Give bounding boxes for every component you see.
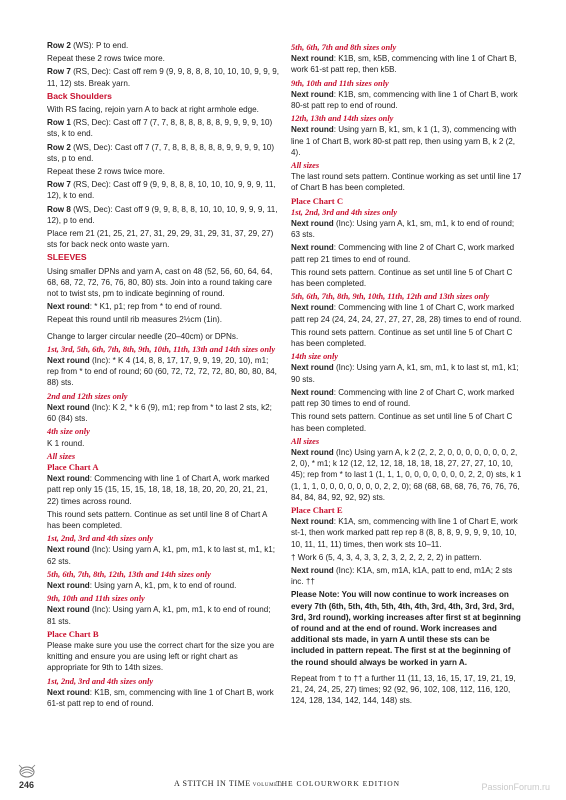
chart-b-all-body: [291, 171, 523, 193]
instruction-label: Next round: [291, 363, 334, 373]
instruction-line: [291, 302, 523, 324]
instruction-label: Next round: [291, 387, 334, 397]
instruction-line: [47, 301, 279, 312]
instruction-text: (WS): P to end.: [70, 41, 129, 50]
instruction-text: (Inc): Using yarn A, k1, sm, m1, k to last st, m1, k1; 90 sts.: [291, 363, 519, 384]
instruction-line: [291, 411, 523, 433]
instruction-line: [47, 228, 279, 250]
instruction-line: [291, 218, 523, 240]
instruction-label: Next round: [47, 545, 90, 555]
instruction-label: Next round: [47, 687, 90, 697]
instruction-line: [47, 204, 279, 226]
instruction-text: This round sets pattern. Continue as set until line 8 of Chart A has been completed.: [47, 509, 268, 530]
instruction-text: : * K1, p1; rep from * to end of round.: [89, 302, 222, 312]
chart-c-size-heading-2: 5th, 6th, 7th, 8th, 9th, 10th, 11th, 12th and 13th sizes only: [291, 292, 490, 302]
chart-c-size-body-1: [291, 218, 523, 289]
sleeves-size-body-1: [47, 355, 279, 389]
instruction-text: The last round sets pattern. Continue working as set until line 17 of Chart B has been completed.: [291, 172, 522, 193]
back-shoulders-heading: Back Shoulders: [47, 90, 112, 101]
instruction-text: (WS, Dec): Cast off 7 (7, 7, 8, 8, 8, 8, 8, 8, 9, 9, 9, 9, 10) sts, p to end.: [47, 142, 275, 163]
instruction-line: [47, 266, 279, 300]
instruction-text: : Commencing with line 1 of Chart A, work marked patt rep only 15 (15, 15, 15, 18, 18, 18, 18, 20, 20, 20, 21, 21, 22) times across round.: [47, 474, 270, 506]
instruction-label: Row 7: [47, 67, 71, 77]
chart-c-all-body: [291, 447, 523, 503]
instruction-line: [291, 242, 523, 264]
instruction-text: : Commencing with line 1 of Chart C, work marked patt rep 24 (24, 24, 24, 27, 27, 27, 28, 28) times to end of round.: [291, 303, 522, 324]
instruction-label: Row 1: [47, 118, 71, 128]
instruction-line: [47, 640, 279, 674]
chart-a-size-heading-1: 1st, 2nd, 3rd and 4th sizes only: [47, 534, 154, 544]
chart-a-size-body-2: [47, 580, 279, 591]
instruction-text: : K1B, sm, commencing with line 1 of Chart B, work 80-st patt rep to end of round.: [291, 89, 518, 111]
instruction-text: (Inc) Using yarn A, k 2 (2, 2, 2, 0, 0, 0, 0, 0, 0, 0, 2, 2, 0), * m1; k 12 (12, 12, 12, 18, 18, 18, 18, 27, 27, 27, 10, 10, 45); rep from * to last 1 (1, 1, 1, 0, 0, 0, 0, 0, 0, 0, 2, 2, 0) sts, k 1 (1, 1, 1, 0, 0, 0, 0, 0, 0, 0, 2, 2, 0); 68 (68, 68, 68, 76, 76, 76, 76, 84, 84, 84, 92, 92, 92) sts.: [291, 447, 522, 502]
instruction-text: (RS, Dec): Cast off 9 (9, 9, 8, 8, 8, 10, 10, 10, 9, 9, 9, 11, 12), k to end.: [47, 180, 276, 201]
chart-b-body: [47, 640, 279, 674]
instruction-line: [291, 53, 523, 75]
sleeves-size-heading-3: 4th size only: [47, 427, 90, 437]
instruction-label: Next round: [291, 54, 334, 64]
instruction-line: [47, 438, 279, 449]
sleeves-body: [47, 266, 279, 326]
instruction-text: Repeat this round until rib measures 2½cm (1in).: [47, 315, 222, 325]
instruction-line: [291, 89, 523, 111]
instruction-text: : Commencing with line 2 of Chart C, work marked patt rep 21 times to end of round.: [291, 243, 515, 264]
needle-change-note: Change to larger circular needle (20–40cm) or DPNs.: [47, 331, 239, 341]
instruction-label: Next round: [47, 605, 90, 615]
edition-label: THE COLOURWORK EDITION: [276, 779, 401, 788]
chart-b-size-body-4: [291, 124, 523, 158]
instruction-label: Next round: [47, 580, 90, 590]
chart-b-size-body-1: [47, 687, 279, 709]
chart-c-size-body-2: [291, 302, 523, 349]
sleeves-heading: SLEEVES: [47, 252, 87, 263]
instruction-text: (Inc): Using yarn A, k1, pm, m1, k to end of round; 81 sts.: [47, 605, 271, 626]
instruction-line: [47, 604, 279, 626]
instruction-line: [47, 402, 279, 424]
sleeves-size-heading-1: 1st, 3rd, 5th, 6th, 7th, 8th, 9th, 10th, 11th, 13th and 14th sizes only: [47, 344, 276, 354]
instruction-text: Using smaller DPNs and yarn A, cast on 48 (52, 56, 60, 64, 64, 68, 68, 72, 72, 76, 76, 80, 80) sts. Join into a round taking care not to twist sts, pm to indicate beginning of round.: [47, 266, 273, 299]
instruction-text: (Inc): Using yarn A, k1, sm, m1, k to end of round; 63 sts.: [291, 219, 515, 240]
instruction-label: Next round: [47, 402, 90, 412]
instruction-text: (Inc): K1A, sm, m1A, k1A, patt to end, m1A; 2 sts inc. ††: [291, 565, 513, 587]
instruction-line: [47, 687, 279, 709]
instruction-line: [47, 179, 279, 201]
back-shoulders-body: [47, 104, 279, 250]
instruction-label: Next round: [291, 565, 334, 575]
chart-b-size-heading-1: 1st, 2nd, 3rd and 4th sizes only: [47, 676, 154, 686]
instruction-label: Next round: [291, 243, 334, 253]
instruction-line: [47, 544, 279, 566]
instruction-label: Next round: [291, 303, 334, 313]
instruction-text: (Inc): Using yarn A, k1, pm, m1, k to last st, m1, k1; 62 sts.: [47, 545, 276, 566]
instruction-label: Next round: [291, 89, 334, 99]
chart-c-size-heading-3: 14th size only: [291, 352, 338, 362]
instruction-label: Row 7: [47, 180, 71, 190]
sleeves-size-heading-2: 2nd and 12th sizes only: [47, 391, 128, 401]
instruction-line: [47, 142, 279, 164]
instruction-line: [291, 516, 523, 550]
instruction-label: Row 2: [47, 142, 71, 152]
chart-a-size-body-3: [47, 604, 279, 626]
instruction-text: This round sets pattern. Continue as set until line 5 of Chart C has been completed.: [291, 327, 513, 349]
instruction-text: (RS, Dec): Cast off rem 9 (9, 9, 8, 8, 8, 10, 10, 10, 9, 9, 9, 11, 12) sts. Break yarn.: [47, 67, 279, 88]
chart-e-body: [291, 516, 523, 587]
instruction-label: Next round: [291, 219, 334, 229]
instruction-label: Row 8: [47, 204, 71, 214]
chart-a-body: [47, 473, 279, 531]
instruction-line: [47, 104, 279, 115]
instruction-text: : K1A, sm, commencing with line 1 of Chart E, work st-1, then work marked patt rep rep 8 (8, 8, 8, 9, 9, 9, 9, 10, 10, 10, 11, 11, 11) times, then work sts 10–11.: [291, 517, 518, 549]
instruction-line: [291, 267, 523, 289]
instruction-line: [47, 166, 279, 177]
instruction-line: [291, 565, 523, 587]
chart-a-heading: Place Chart A: [47, 461, 99, 472]
instruction-label: Row 2: [47, 41, 71, 50]
instruction-text: Repeat these 2 rows twice more.: [47, 167, 165, 177]
instruction-line: [291, 327, 523, 349]
left-column: [47, 40, 279, 711]
instruction-line: [47, 509, 279, 531]
chart-b-heading: Place Chart B: [47, 628, 99, 639]
instruction-line: [47, 117, 279, 139]
instruction-text: K 1 round.: [47, 438, 85, 448]
page-number: 246: [19, 780, 35, 790]
instruction-line: [47, 473, 279, 507]
chart-b-size-heading-3: 9th, 10th and 11th sizes only: [291, 78, 389, 88]
instruction-line: [291, 124, 523, 158]
right-column: [291, 42, 523, 708]
instruction-text: (WS, Dec): Cast off 9 (9, 9, 8, 8, 8, 10, 10, 10, 9, 9, 9, 11, 12), p to end.: [47, 204, 278, 225]
instruction-text: : Using yarn B, k1, sm, k 1 (1, 3), commencing with line 1 of Chart B, work 80-st patt rep, then using yarn B, k 2 (2, 4).: [291, 125, 517, 157]
instruction-text: This round sets pattern. Continue as set until line 5 of Chart C has been completed.: [291, 267, 513, 289]
publication-title: [174, 779, 283, 788]
instruction-line: [291, 387, 523, 409]
instruction-line: [47, 314, 279, 325]
instruction-text: : Commencing with line 2 of Chart C, work marked patt rep 30 times to end of round.: [291, 387, 515, 409]
instruction-line: [47, 53, 279, 64]
page-footer: [0, 764, 566, 800]
instruction-text: (Inc): * K 4 (14, 8, 8, 17, 17, 9, 9, 19, 20, 10), m1; rep from * to end of round; 60 (60, 72, 72, 72, 72, 80, 80, 80, 84, 88) sts.: [47, 356, 277, 388]
instruction-text: : K1B, sm, commencing with line 1 of Chart B, work 61-st patt rep to end of round.: [47, 687, 274, 708]
chart-a-size-heading-3: 9th, 10th and 11th sizes only: [47, 594, 145, 604]
chart-b-size-body-2: [291, 53, 523, 75]
instruction-label: Next round: [47, 302, 90, 312]
instruction-line: [47, 66, 279, 88]
chart-e-note: Please Note: You will now continue to work increases on every 7th (6th, 5th, 4th, 5th, 4th, 4th, 3rd, 4th, 3rd, 3rd, 3rd, 3rd, 3rd round), working increases after first st at beginning of round and at the end of round. Work increases and additional sts made, in yarn A until these sts can be included in pattern repeat. The first st at the beginning of the round should always be worked in yarn A.: [291, 590, 521, 667]
top-rows: [47, 40, 279, 89]
yarn-ball-logo-icon: [17, 764, 37, 778]
instruction-text: † Work 6 (5, 4, 3, 4, 3, 3, 2, 3, 2, 2, 2, 2, 2) in pattern.: [291, 552, 482, 562]
instruction-line: [47, 355, 279, 389]
instruction-line: [47, 40, 279, 51]
chart-b-all-heading: All sizes: [291, 161, 320, 171]
all-sizes-heading: All sizes: [47, 451, 76, 461]
instruction-text: (RS, Dec): Cast off 7 (7, 7, 8, 8, 8, 8, 8, 8, 9, 9, 9, 9, 10) sts, k to end.: [47, 118, 273, 139]
watermark: PassionForum.ru: [481, 782, 550, 792]
instruction-text: Repeat these 2 rows twice more.: [47, 54, 165, 64]
chart-c-all-heading: All sizes: [291, 436, 320, 446]
chart-a-size-heading-2: 5th, 6th, 7th, 8th, 12th, 13th and 14th sizes only: [47, 569, 211, 579]
instruction-label: Next round: [47, 356, 90, 366]
instruction-line: [291, 362, 523, 384]
instruction-text: : K1B, sm, k5B, commencing with line 1 of Chart B, work 61-st patt rep, then k5B.: [291, 54, 517, 75]
instruction-text: (Inc): K 2, * k 6 (9), m1; rep from * to last 2 sts, k2; 60 (84) sts.: [47, 402, 272, 424]
chart-b-size-body-3: [291, 89, 523, 111]
instruction-text: This round sets pattern. Continue as set until line 5 of Chart C has been completed.: [291, 412, 513, 433]
chart-b-size-heading-2: 5th, 6th, 7th and 8th sizes only: [291, 43, 397, 52]
chart-a-size-body-1: [47, 544, 279, 566]
publication-title-text: A STITCH IN TIME: [174, 779, 251, 788]
instruction-text: : Using yarn A, k1, pm, k to end of round.: [89, 580, 237, 590]
chart-c-heading: Place Chart C: [291, 195, 344, 206]
instruction-line: [291, 171, 523, 193]
sleeves-size-body-3: [47, 438, 279, 449]
instruction-label: Next round: [291, 517, 334, 527]
chart-e-repeat: Repeat from † to †† a further 11 (11, 13, 16, 15, 17, 19, 21, 19, 21, 24, 24, 25, 27) times; 92 (92, 96, 102, 108, 112, 116, 120, 124, 128, 134, 142, 144, 148) sts.: [291, 673, 516, 706]
chart-c-size-body-3: [291, 362, 523, 433]
instruction-label: Next round: [291, 125, 334, 135]
instruction-line: [291, 552, 523, 563]
instruction-label: Next round: [291, 447, 334, 457]
instruction-line: [47, 580, 279, 591]
instruction-label: Next round: [47, 474, 90, 484]
volume-label: VOLUME 3: [252, 783, 283, 788]
chart-b-size-heading-4: 12th, 13th and 14th sizes only: [291, 114, 394, 124]
instruction-text: Please make sure you use the correct chart for the size you are knitting and ensure you are using left or right chart as appropriate for 9th to 14th sizes.: [47, 640, 275, 673]
instruction-text: With RS facing, rejoin yarn A to back at right armhole edge.: [47, 105, 259, 115]
instruction-line: [291, 447, 523, 503]
sleeves-size-body-2: [47, 402, 279, 424]
chart-c-size-heading-1: 1st, 2nd, 3rd and 4th sizes only: [291, 207, 398, 217]
instruction-text: Place rem 21 (21, 25, 21, 27, 31, 29, 29, 31, 29, 31, 37, 29, 27) sts for back neck onto waste yarn.: [47, 229, 274, 250]
chart-e-heading: Place Chart E: [291, 504, 343, 515]
